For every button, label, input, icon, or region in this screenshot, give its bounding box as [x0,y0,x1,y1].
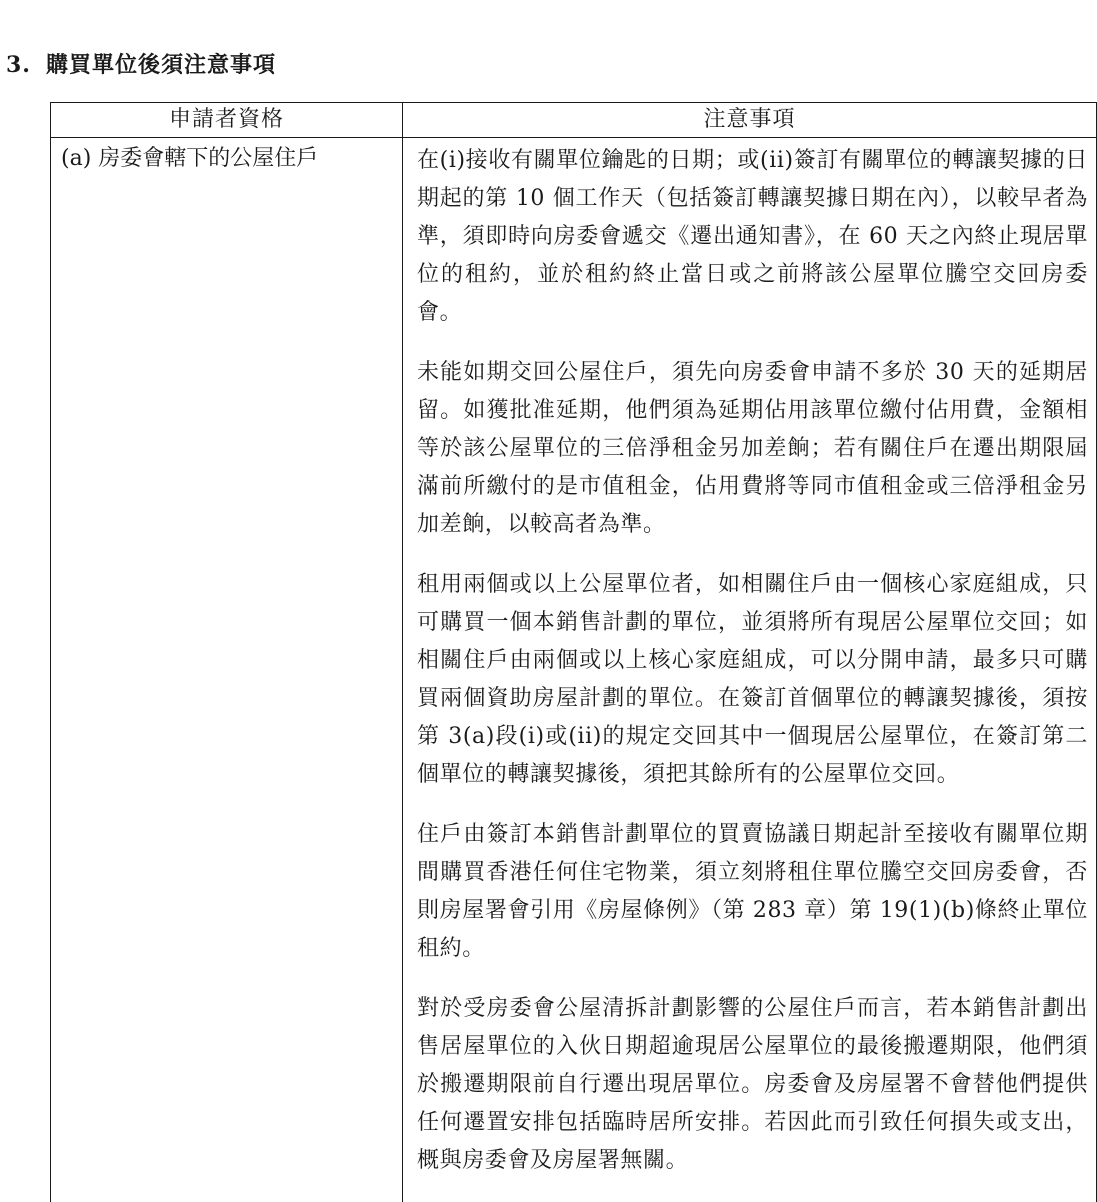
header-notes: 注意事項 [403,103,1097,138]
header-row [51,103,1097,138]
notes-table [50,102,1097,1202]
section-number: 3. [6,52,46,78]
eligibility-cell: (a) 房委會轄下的公屋住戶 [51,138,403,1202]
header-eligibility: 申請者資格 [51,103,403,138]
note-paragraph-1: 在(i)接收有關單位鑰匙的日期；或(ii)簽訂有關單位的轉讓契據的日期起的第 10 個工作天（包括簽訂轉讓契據日期在內），以較早者為準，須即時向房委會遞交《遷出通知書》，在 60 天之內終止現居單位的租約，並於租約終止當日或之前將該公屋單位騰空交回房委會。 [417,142,1088,332]
note-paragraph-5: 對於受房委會公屋清拆計劃影響的公屋住戶而言，若本銷售計劃出售居屋單位的入伙日期超逾現居公屋單位的最後搬遷期限，他們須於搬遷期限前自行遷出現居單位。房委會及房屋署不會替他們提供任何遷置安排包括臨時居所安排。若因此而引致任何損失或支出，概與房委會及房屋署無關。 [417,990,1088,1180]
table-row [51,138,1097,1202]
section-heading [6,48,276,79]
notes-cell [403,138,1097,1202]
note-paragraph-3: 租用兩個或以上公屋單位者，如相關住戶由一個核心家庭組成，只可購買一個本銷售計劃的單位，並須將所有現居公屋單位交回；如相關住戶由兩個或以上核心家庭組成，可以分開申請，最多只可購買兩個資助房屋計劃的單位。在簽訂首個單位的轉讓契據後，須按第 3(a)段(i)或(ii)的規定交回其中一個現居公屋單位，在簽訂第二個單位的轉讓契據後，須把其餘所有的公屋單位交回。 [417,566,1088,794]
note-paragraph-4: 住戶由簽訂本銷售計劃單位的買賣協議日期起計至接收有關單位期間購買香港任何住宅物業，須立刻將租住單位騰空交回房委會，否則房屋署會引用《房屋條例》（第 283 章）第 19(1)(b)條終止單位租約。 [417,816,1088,968]
section-title: 購買單位後須注意事項 [46,52,276,78]
note-paragraph-2: 未能如期交回公屋住戶，須先向房委會申請不多於 30 天的延期居留。如獲批准延期，他們須為延期佔用該單位繳付佔用費，金額相等於該公屋單位的三倍淨租金另加差餉；若有關住戶在遷出期限屆滿前所繳付的是市值租金，佔用費將等同市值租金或三倍淨租金另加差餉，以較高者為準。 [417,354,1088,544]
